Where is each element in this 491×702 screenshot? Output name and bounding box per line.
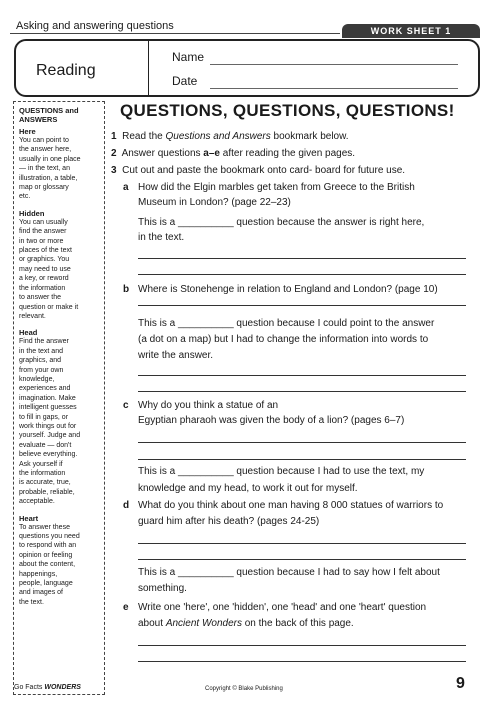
worksheet-title: QUESTIONS, QUESTIONS, QUESTIONS! xyxy=(120,101,455,120)
question-e-letter: e xyxy=(123,602,129,613)
sidebar-text-line: happenings, xyxy=(19,570,58,578)
series-footer xyxy=(14,684,81,691)
sidebar-text-line: intelligent guesses xyxy=(19,404,77,412)
question-types-sidebar xyxy=(13,101,105,695)
answer-line-e1[interactable] xyxy=(138,645,466,646)
sidebar-text-line: You can usually xyxy=(19,218,68,226)
sidebar-text-line: a key, or reword xyxy=(19,275,69,283)
sidebar-text-line: places of the text xyxy=(19,247,72,255)
question-b-letter: b xyxy=(123,284,130,295)
answer-line-c2[interactable] xyxy=(138,459,466,460)
sidebar-text-line: illustration, a table, xyxy=(19,174,78,182)
instruction-number: 3 xyxy=(111,165,117,176)
question-c-letter: c xyxy=(123,400,129,411)
sidebar-text-line: relevant. xyxy=(19,312,46,320)
sidebar-text-line: etc. xyxy=(19,193,31,201)
sidebar-text-line: the text. xyxy=(19,598,44,606)
sidebar-text-line: may need to use xyxy=(19,265,71,273)
sidebar-text-line: find the answer xyxy=(19,228,67,236)
date-field[interactable] xyxy=(210,88,458,89)
instruction-text-end: after reading the given pages. xyxy=(219,148,356,159)
sidebar-text-head xyxy=(19,337,99,506)
question-c-sentence1: This is a __________ question because I had to use the text, my xyxy=(138,466,425,477)
question-a-line2: Museum in London? (page 22–23) xyxy=(138,197,291,208)
sidebar-text-line: is accurate, true, xyxy=(19,479,71,487)
answer-line-b1[interactable] xyxy=(138,305,466,306)
date-label: Date xyxy=(172,74,198,88)
answer-line-d2[interactable] xyxy=(138,559,466,560)
sidebar-text-line: knowledge, xyxy=(19,375,55,383)
question-d-line2: guard him after his death? (pages 24-25) xyxy=(138,516,320,527)
sidebar-title-line2: ANSWERS xyxy=(19,115,58,124)
instruction-number: 1 xyxy=(111,131,117,142)
question-d-sentence1: This is a __________ question because I had to say how I felt about xyxy=(138,567,440,578)
sidebar-text-line: the information xyxy=(19,470,66,477)
question-a-sentence1: This is a __________ question because the answer is right here, xyxy=(138,217,425,228)
sidebar-heading-head: Head xyxy=(19,328,38,338)
question-e-line2 xyxy=(138,617,354,630)
topic-heading: Asking and answering questions xyxy=(16,20,174,32)
instruction-text: Cut out and paste the bookmark onto card- board for future use. xyxy=(122,165,406,176)
instruction-emphasis: Questions and Answers xyxy=(165,131,271,142)
instruction-text: Read the xyxy=(122,131,166,142)
sidebar-sections xyxy=(19,127,99,607)
sidebar-text-here xyxy=(19,136,99,202)
question-e-text: about xyxy=(138,618,166,629)
sidebar-heading-hidden: Hidden xyxy=(19,208,45,218)
name-field[interactable] xyxy=(210,64,458,65)
sidebar-text-line: probable, reliable, xyxy=(19,488,75,496)
sidebar-text-heart xyxy=(19,523,99,608)
sidebar-text-line: the information xyxy=(19,284,66,292)
sidebar-text-line: in two or more xyxy=(19,237,64,245)
sidebar-text-line: graphics, and xyxy=(19,357,62,365)
sidebar-text-line: to respond with an xyxy=(19,542,77,550)
series-name: Go Facts xyxy=(14,684,43,691)
name-label: Name xyxy=(172,50,205,64)
sidebar-text-line: opinion or feeling xyxy=(19,551,73,559)
sidebar-text-line: map or glossary xyxy=(19,184,69,192)
sidebar-text-line: Ask yourself if xyxy=(19,460,63,468)
header-rule xyxy=(10,33,340,34)
sidebar-text-line: believe everything. xyxy=(19,451,78,459)
sidebar-text-line: to fill in gaps, or xyxy=(19,413,69,421)
sidebar-title-line1: QUESTIONS and xyxy=(19,106,79,115)
sidebar-text-line: in the text and xyxy=(19,347,63,355)
sidebar-text-line: question or make it xyxy=(19,303,79,311)
question-d-sentence2: something. xyxy=(138,583,187,594)
question-b-line1: Where is Stonehenge in relation to England and London? (page 10) xyxy=(138,284,438,295)
sidebar-text-line: the answer here, xyxy=(19,146,72,154)
sidebar-text-line: people, language xyxy=(19,580,73,588)
sidebar-text-line: — in the text, an xyxy=(19,165,70,173)
sidebar-text-line: Find the answer xyxy=(19,338,69,346)
sidebar-text-line: You can point to xyxy=(19,137,69,144)
sidebar-text-line: usually in one place xyxy=(19,155,81,163)
sidebar-text-line: acceptable. xyxy=(19,498,55,506)
question-c-line1: Why do you think a statue of an xyxy=(138,400,279,411)
sidebar-heading-here: Here xyxy=(19,127,36,136)
answer-line-a1[interactable] xyxy=(138,258,466,259)
sidebar-text-line: To answer these xyxy=(19,523,70,531)
book-title: Ancient Wonders xyxy=(165,618,242,629)
answer-line-b3[interactable] xyxy=(138,391,466,392)
question-a-line1: How did the Elgin marbles get taken from Greece to the British xyxy=(138,182,415,193)
series-brand: WONDERS xyxy=(44,684,81,691)
header-divider xyxy=(148,40,149,96)
worksheet-tab: WORK SHEET 1 xyxy=(342,24,480,38)
question-e-line1: Write one 'here', one 'hidden', one 'head' and one 'heart' question xyxy=(138,602,427,613)
page-number: 9 xyxy=(456,675,465,692)
sidebar-text-line: experiences and xyxy=(19,385,71,393)
instruction-2 xyxy=(111,147,355,160)
sidebar-text-line: from your own xyxy=(19,366,64,374)
sidebar-text-line: to answer the xyxy=(19,294,62,302)
sidebar-text-hidden xyxy=(19,218,99,321)
sidebar-text-line: work things out for xyxy=(19,422,77,430)
instruction-emphasis: a–e xyxy=(203,148,220,159)
question-d-line1: What do you think about one man having 8 000 statues of warriors to xyxy=(138,500,444,511)
instruction-text-end: bookmark below. xyxy=(270,131,349,142)
instruction-1 xyxy=(111,130,349,143)
instruction-text: Answer questions xyxy=(121,148,204,159)
question-e-text-end: on the back of this page. xyxy=(241,618,354,629)
sidebar-heading-heart: Heart xyxy=(19,513,39,523)
answer-line-a2[interactable] xyxy=(138,274,466,275)
question-b-sentence2: (a dot on a map) but I had to change the information into words to xyxy=(138,334,429,345)
sidebar-text-line: and images of xyxy=(19,589,63,597)
answer-line-c1[interactable] xyxy=(138,442,466,443)
sidebar-text-line: questions you need xyxy=(19,533,80,541)
question-a-letter: a xyxy=(123,182,129,193)
answer-line-d1[interactable] xyxy=(138,543,466,544)
instruction-number: 2 xyxy=(111,148,117,159)
question-d-letter: d xyxy=(123,500,130,511)
question-c-sentence2: knowledge and my head, to work it out for myself. xyxy=(138,483,358,494)
sidebar-text-line: about the content, xyxy=(19,561,76,569)
question-a-sentence2: in the text. xyxy=(138,232,185,243)
question-c-line2: Egyptian pharaoh was given the body of a lion? (pages 6–7) xyxy=(138,415,405,426)
subject-label: Reading xyxy=(36,62,96,79)
sidebar-text-line: or graphics. You xyxy=(19,256,70,264)
instruction-3 xyxy=(111,164,405,177)
question-b-sentence3: write the answer. xyxy=(138,350,214,361)
answer-line-e2[interactable] xyxy=(138,661,466,662)
answer-line-b2[interactable] xyxy=(138,375,466,376)
sidebar-text-line: imagination. Make xyxy=(19,394,76,402)
copyright-notice: Copyright © Blake Publishing xyxy=(205,686,283,692)
sidebar-text-line: yourself. Judge and xyxy=(19,432,81,440)
question-b-sentence1: This is a __________ question because I could point to the answer xyxy=(138,318,435,329)
sidebar-text-line: evaluate — don't xyxy=(19,441,72,449)
